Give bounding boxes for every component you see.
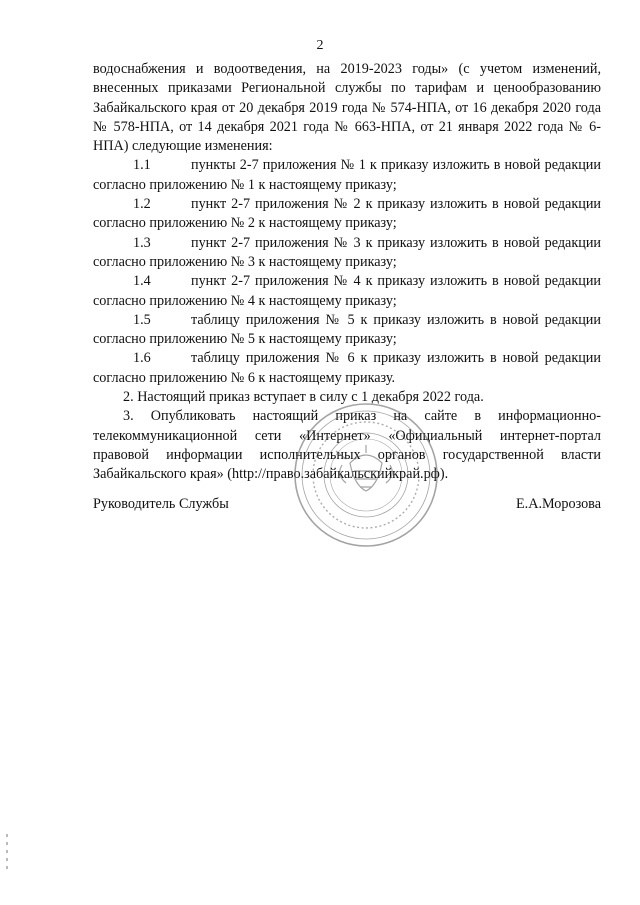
official-seal-stamp — [292, 401, 440, 549]
signatory-title: Руководитель Службы — [93, 496, 229, 512]
subitem-list — [93, 156, 601, 388]
signature-block — [93, 496, 601, 513]
subitem-number: 1.6 — [133, 350, 151, 367]
subitem-number: 1.3 — [133, 234, 151, 251]
scan-edge-mark — [6, 834, 8, 874]
subitem-number: 1.5 — [133, 311, 151, 328]
subitem-1-6 — [93, 349, 601, 388]
subitem-1-5 — [93, 311, 601, 350]
subitem-number: 1.1 — [133, 157, 151, 174]
page-number: 2 — [316, 38, 324, 53]
signatory-name: Е.А.Морозова — [516, 496, 601, 512]
intro-paragraph: водоснабжения и водоотведения, на 2019-2023 годы» (с учетом изменений, внесенных приказами Региональной службы по тарифам и ценообразованию Забайкальского края от 20 декабря 2019 года № 574-НПА, от 16 декабря 2020 года № 578-НПА, от 14 декабря 2021 года № 663-НПА, от 21 января 2022 года № 6-НПА) следующие изменения: — [93, 61, 601, 155]
item-2: 2. Настоящий приказ вступает в силу с 1 декабря 2022 года. — [123, 389, 484, 406]
subitem-text: пункт 2-7 приложения № 4 к приказу изложить в новой редакции согласно приложению № 4 к настоящему приказу; — [93, 273, 601, 309]
subitem-text: таблицу приложения № 6 к приказу изложить в новой редакции согласно приложению № 6 к настоящему приказу. — [93, 350, 601, 386]
subitem-1-2 — [93, 195, 601, 234]
subitem-number: 1.2 — [133, 196, 151, 213]
subitem-1-3 — [93, 234, 601, 273]
item-3: 3. Опубликовать настоящий приказ на сайте в информационно-телекоммуникационной сети «Интернет» «Официальный интернет-портал правовой информации исполнительных органов государственной власти Забайкальского края» (http://право.забайкальскийкрай.рф). — [93, 408, 601, 483]
subitem-text: таблицу приложения № 5 к приказу изложить в новой редакции согласно приложению № 5 к настоящему приказу; — [93, 311, 601, 348]
subitem-1-4 — [93, 272, 601, 311]
subitem-text: пункты 2-7 приложения № 1 к приказу изложить в новой редакции согласно приложению № 1 к настоящему приказу; — [93, 157, 601, 193]
subitem-text: пункт 2-7 приложения № 2 к приказу изложить в новой редакции согласно приложению № 2 к настоящему приказу; — [93, 196, 601, 232]
subitem-number: 1.4 — [133, 273, 151, 290]
subitem-1-1 — [93, 156, 601, 195]
subitem-text: пункт 2-7 приложения № 3 к приказу изложить в новой редакции согласно приложению № 3 к настоящему приказу; — [93, 234, 601, 270]
